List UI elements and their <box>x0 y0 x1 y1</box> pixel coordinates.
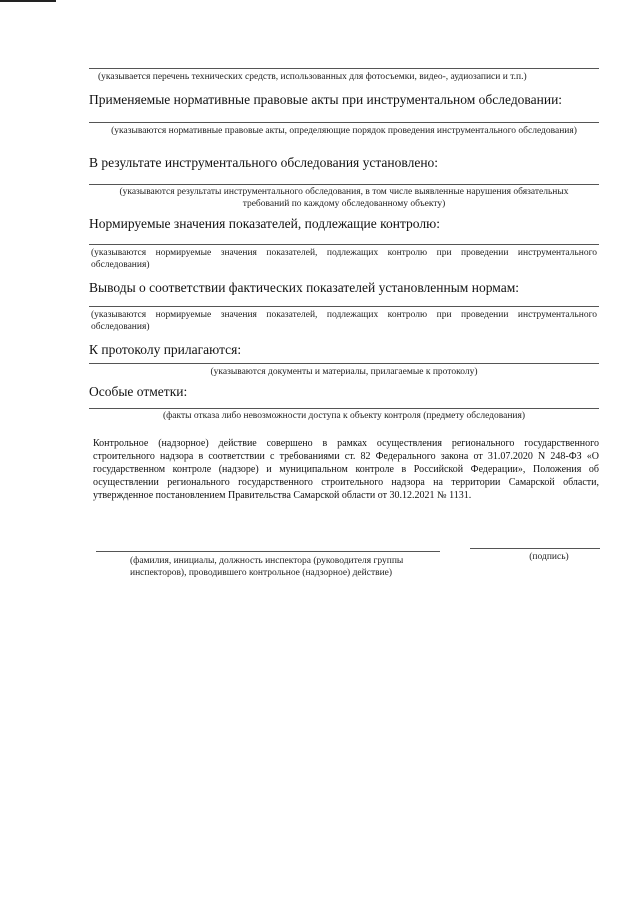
attachments-line <box>89 363 599 364</box>
conclusions-line <box>89 306 599 307</box>
results-heading: В результате инструментального обследования установлено: <box>89 155 439 170</box>
tech-means-hint: (указывается перечень технических средств, использованных для фотосъемки, видео-, аудиозаписи и т.п.) <box>98 72 527 82</box>
tech-means-line <box>89 68 599 69</box>
conclusions-hint: (указываются нормируемые значения показателей, подлежащих контролю при проведении инструментального обследования) <box>91 310 597 332</box>
special-notes-heading: Особые отметки: <box>89 384 188 399</box>
results-line <box>89 184 599 185</box>
attachments-hint: (указываются документы и материалы, прилагаемые к протоколу) <box>210 367 478 377</box>
signature-hint: (подпись) <box>529 552 569 562</box>
legal-acts-hint: (указываются нормативные правовые акты, определяющие порядок проведения инструментального обследования) <box>111 126 577 136</box>
signer-hint: (фамилия, инициалы, должность инспектора (руководителя группы инспекторов), проводившего контрольное (надзорное) действие) <box>130 556 404 578</box>
legal-acts-line <box>89 122 599 123</box>
legal-acts-heading: Применяемые нормативные правовые акты при инструментальном обследовании: <box>89 92 563 107</box>
special-notes-line <box>89 408 599 409</box>
legal-basis-paragraph: Контрольное (надзорное) действие совершено в рамках осуществления регионального государственного строительного надзора в соответствии с требованиями ст. 82 Федерального закона от 31.07.2020 N 248-ФЗ «О государственном контроле (надзоре) и муниципальном контроле в Российской Федерации», Положения об осуществлении регионального государственного строительного надзора на территории Самарской области, утвержденное постановлением Правительства Самарской области от 30.12.2021 № 1131. <box>93 438 599 501</box>
norm-values-hint: (указываются нормируемые значения показателей, подлежащих контролю при проведении инструментального обследования) <box>91 248 597 270</box>
conclusions-heading: Выводы о соответствии фактических показателей установленным нормам: <box>89 280 519 295</box>
signature-line <box>470 548 600 549</box>
attachments-heading: К протоколу прилагаются: <box>89 342 242 357</box>
scan-edge-mark <box>0 0 56 2</box>
norm-values-heading: Нормируемые значения показателей, подлежащие контролю: <box>89 216 440 231</box>
results-hint: (указываются результаты инструментального обследования, в том числе выявленные нарушения обязательных требований по каждому обследованному объекту) <box>119 187 569 209</box>
special-notes-hint: (факты отказа либо невозможности доступа к объекту контроля (предмету обследования) <box>162 411 526 421</box>
signer-line <box>96 551 440 552</box>
norm-values-line <box>89 244 599 245</box>
